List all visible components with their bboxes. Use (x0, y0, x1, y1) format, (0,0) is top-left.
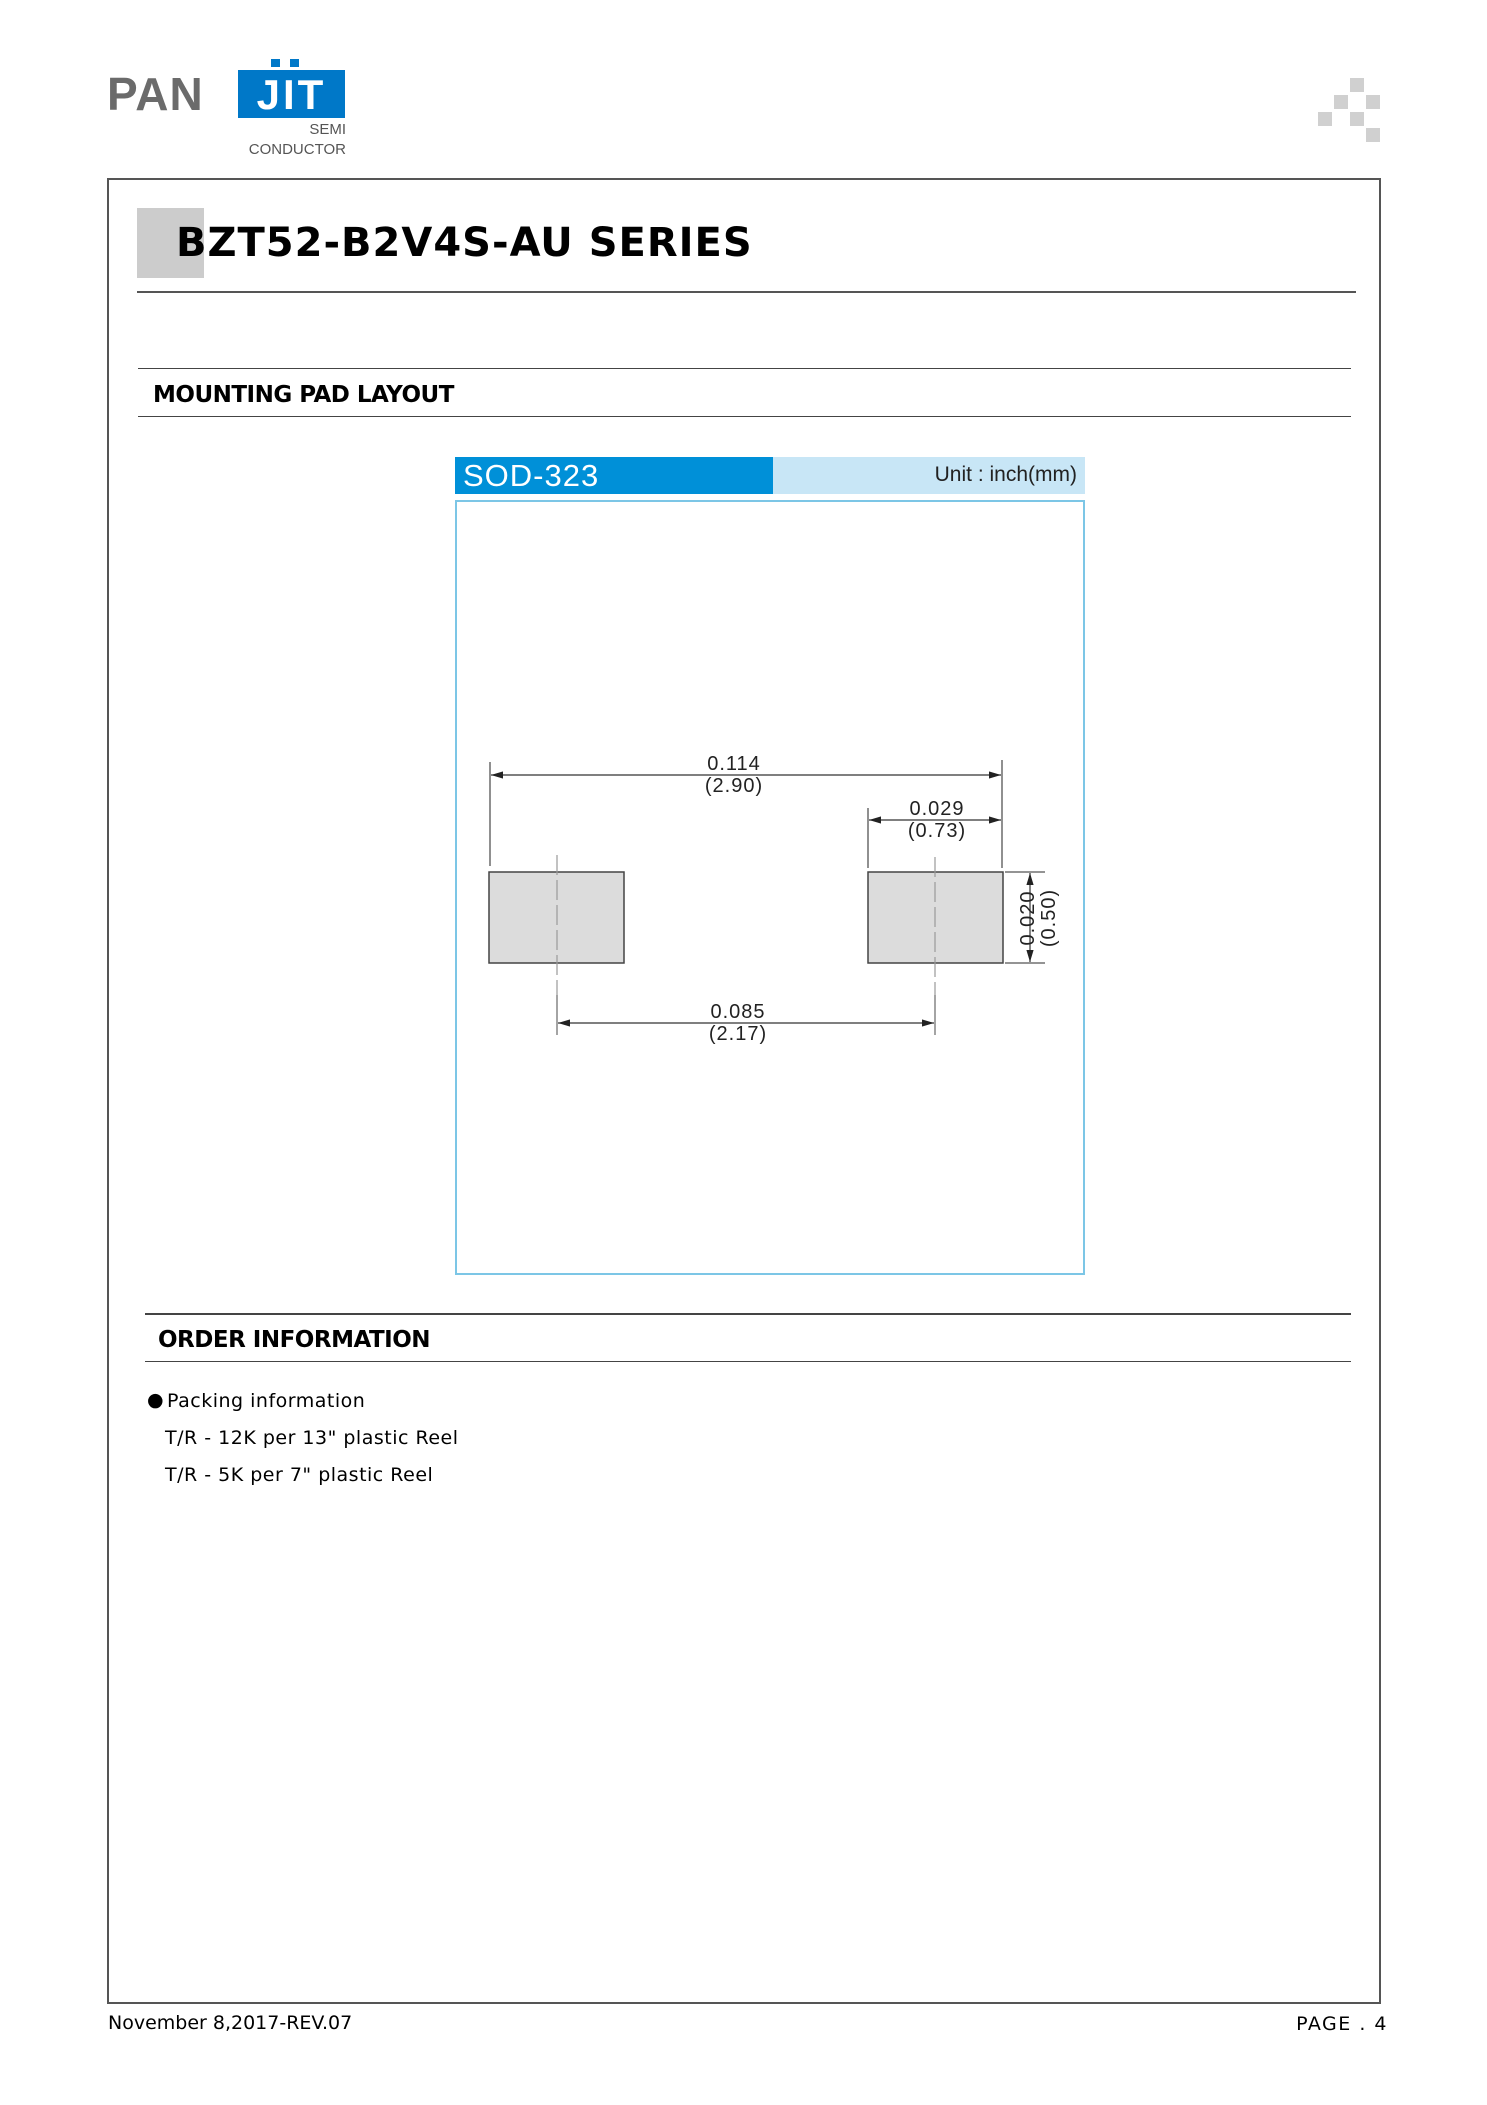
packing-line-1: T/R - 12K per 13" plastic Reel (165, 1427, 459, 1449)
dim-center-spacing-inch: 0.085 (710, 1001, 766, 1023)
page-title: BZT52-B2V4S-AU SERIES (176, 220, 753, 266)
logo-pan-text: PAN (107, 68, 204, 120)
package-label: SOD-323 (455, 457, 773, 494)
footer-date-revision: November 8,2017-REV.07 (108, 2012, 353, 2034)
dim-pad-height-mm: (0.50) (1038, 888, 1060, 948)
dim-pad-height-inch: 0.020 (1017, 890, 1039, 946)
section-title-mounting: MOUNTING PAD LAYOUT (153, 382, 454, 408)
section-divider-top (145, 1313, 1351, 1315)
logo-jit-block: JIT (238, 70, 345, 118)
section-title-order: ORDER INFORMATION (158, 1327, 431, 1353)
dim-pad-width-inch: 0.029 (909, 798, 965, 820)
dim-center-spacing-mm: (2.17) (708, 1023, 768, 1045)
packing-info-heading: Packing information (167, 1390, 366, 1412)
dim-overall-width-mm: (2.90) (704, 775, 764, 797)
bullet-icon: ● (147, 1389, 165, 1411)
dim-overall-width-inch: 0.114 (707, 753, 761, 775)
unit-label: Unit : inch(mm) (773, 457, 1085, 494)
section-divider-bottom (145, 1361, 1351, 1362)
packing-line-2: T/R - 5K per 7" plastic Reel (165, 1464, 434, 1486)
logo-subtitle-conductor: CONDUCTOR (248, 141, 346, 158)
logo-subtitle-semi: SEMI (309, 121, 346, 138)
dim-pad-width-mm: (0.73) (907, 820, 967, 842)
footer-page-number: PAGE . 4 (1296, 2013, 1388, 2035)
